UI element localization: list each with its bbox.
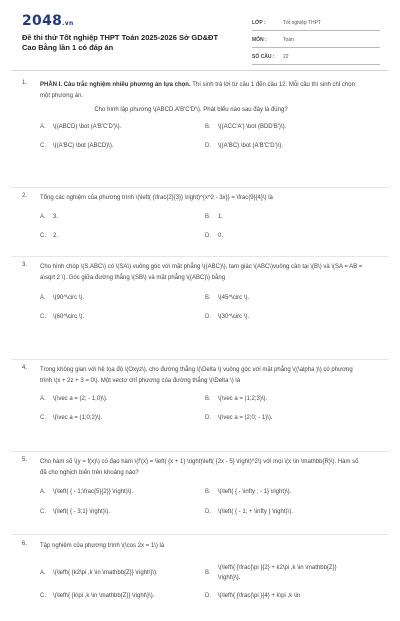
question-6 bbox=[0, 535, 400, 621]
question-list bbox=[0, 80, 400, 621]
info-label: LỚP : bbox=[252, 19, 266, 26]
logo-suffix: .vn bbox=[62, 20, 74, 27]
option-text: \(\left\{ {\frac{\pi }{4} + k\pi ,k \in bbox=[218, 592, 301, 599]
option-a[interactable] bbox=[40, 568, 205, 578]
option-key: C. bbox=[40, 509, 46, 515]
option-key: D. bbox=[205, 314, 211, 320]
option-key: B. bbox=[205, 489, 211, 495]
option-key: B. bbox=[205, 213, 211, 220]
exam-title-line-2: Cao Bằng lần 1 có đáp án bbox=[22, 43, 114, 52]
option-key: D. bbox=[205, 592, 211, 599]
question-number: 4. bbox=[22, 365, 28, 371]
option-row bbox=[40, 141, 370, 151]
option-key: A. bbox=[40, 295, 46, 301]
option-row bbox=[40, 507, 370, 517]
option-text: 0. bbox=[218, 232, 224, 239]
option-key: D. bbox=[205, 232, 211, 239]
option-row bbox=[40, 487, 370, 507]
question-text: Cho hình chóp \(S.ABC\) có \(SA\) vuông góc với mặt phẳng \((ABC)\), tam giác \(ABC\)vuông cân tại \(B\) và \(SA = AB = a\sqrt 2 \). Góc giữa đường thẳng \(SB\) và mặt phẳng \((ABC)\) bằng bbox=[40, 264, 363, 281]
answer-options bbox=[40, 487, 370, 517]
option-text: \((A'BC) \bot (A'B'C'D')\). bbox=[218, 143, 284, 149]
question-4 bbox=[0, 360, 400, 452]
option-a[interactable] bbox=[40, 394, 205, 413]
option-text: \(\left\{ {k2\pi ,k \in \mathbb{Z}} \right\}\). bbox=[53, 569, 158, 576]
option-d[interactable] bbox=[205, 312, 370, 322]
option-row bbox=[40, 559, 370, 587]
option-b[interactable] bbox=[205, 487, 370, 507]
option-d[interactable] bbox=[205, 141, 370, 151]
option-key: C. bbox=[40, 143, 46, 149]
option-key: B. bbox=[205, 569, 211, 576]
question-instruction: Thí sinh trả lời từ câu 1 đến câu 12. Mỗi câu thí sinh chỉ chọn một phương án. bbox=[40, 82, 355, 99]
option-key: C. bbox=[40, 232, 46, 239]
answer-options bbox=[40, 293, 370, 322]
option-key: C. bbox=[40, 314, 46, 320]
option-d[interactable] bbox=[205, 507, 370, 517]
exam-title-line-1: Đề thi thử Tốt nghiệp THPT Toán 2025-2026 Sở GD&ĐT bbox=[22, 33, 219, 42]
question-number: 1. bbox=[22, 80, 28, 86]
option-key: A. bbox=[40, 213, 46, 220]
answer-options bbox=[40, 212, 370, 241]
question-stem: Cho hình lập phương \(ABCD.A'B'C'D'\). Phát biểu nào sau đây là đúng? bbox=[94, 107, 288, 113]
option-key: C. bbox=[40, 592, 46, 599]
option-d[interactable] bbox=[205, 591, 370, 601]
option-key: A. bbox=[40, 396, 46, 402]
option-text: \(90^\circ \). bbox=[53, 295, 85, 301]
header-divider bbox=[12, 70, 388, 71]
option-row bbox=[40, 312, 370, 322]
option-a[interactable] bbox=[40, 122, 205, 141]
option-text: \(\vec a = (1;0;2)\). bbox=[53, 415, 103, 421]
option-row bbox=[40, 122, 370, 141]
option-b[interactable] bbox=[205, 563, 370, 583]
option-c[interactable] bbox=[40, 231, 205, 241]
option-a[interactable] bbox=[40, 487, 205, 507]
option-text: \(\left( { - 3;1} \right)\). bbox=[53, 509, 111, 515]
logo-main: 2048 bbox=[22, 13, 63, 29]
option-key: B. bbox=[205, 396, 211, 402]
info-row-class bbox=[252, 15, 380, 31]
option-row bbox=[40, 394, 370, 413]
question-2 bbox=[0, 188, 400, 257]
option-key: D. bbox=[205, 143, 211, 149]
question-5 bbox=[0, 452, 400, 535]
answer-options bbox=[40, 122, 370, 151]
info-label: SỐ CÂU : bbox=[252, 53, 275, 60]
option-d[interactable] bbox=[205, 413, 370, 423]
question-1 bbox=[0, 80, 400, 188]
site-logo[interactable] bbox=[22, 13, 74, 29]
option-text: \(60^\circ \). bbox=[53, 314, 85, 320]
option-key: B. bbox=[205, 124, 211, 130]
answer-options bbox=[40, 394, 370, 423]
exam-title bbox=[22, 33, 247, 53]
option-key: D. bbox=[205, 509, 211, 515]
option-text: \(\left( { - 1;\frac{5}{2}} \right)\). bbox=[53, 489, 134, 495]
option-c[interactable] bbox=[40, 413, 205, 423]
option-row bbox=[40, 591, 370, 601]
option-b[interactable] bbox=[205, 212, 370, 231]
section-heading: PHẦN I. Câu trắc nghiệm nhiều phương án lựa chọn. bbox=[40, 82, 191, 88]
option-text: 1. bbox=[218, 213, 224, 220]
info-row-count bbox=[252, 49, 380, 65]
option-row bbox=[40, 212, 370, 231]
question-text: Tổng các nghiệm của phương trình \(\left( {\frac{2}{3}} \right)^{x^2 - 3x}} = \frac{9}{4}\) là bbox=[40, 195, 273, 201]
option-b[interactable] bbox=[205, 394, 370, 413]
option-text: 3. bbox=[53, 213, 59, 220]
option-text: \(\vec a = (2;0; - 1)\). bbox=[218, 415, 273, 421]
option-text: \(\left\{ {k\pi ,k \in \mathbb{Z}} \right\}\). bbox=[53, 592, 155, 599]
question-number: 3. bbox=[22, 262, 28, 268]
answer-options bbox=[40, 559, 370, 601]
option-a[interactable] bbox=[40, 293, 205, 312]
option-key: A. bbox=[40, 489, 46, 495]
option-key: B. bbox=[205, 295, 211, 301]
option-text: \(\left( { - \infty ; - 1} \right)\). bbox=[218, 489, 292, 495]
info-label: MÔN : bbox=[252, 36, 267, 43]
option-c[interactable] bbox=[40, 591, 205, 601]
option-text: \(\left\{ {\frac{\pi }{2} + k2\pi ,k \in \mathbb{Z}} \right\}\). bbox=[218, 564, 337, 581]
question-text: Cho hàm số \(y = f(x)\) có đạo hàm \(f'(x) = \left( {x + 1} \right)\left( {2x - 5} \right)^2\) với mọi \(x \in \mathbb{R}\). Hàm số đã cho nghịch biến trên khoảng nào? bbox=[40, 459, 359, 476]
question-text bbox=[40, 80, 365, 101]
option-text: \(\vec a = (1;2;3)\). bbox=[218, 396, 268, 402]
option-c[interactable] bbox=[40, 141, 205, 151]
option-key: A. bbox=[40, 124, 46, 130]
info-value: Toán bbox=[283, 36, 294, 43]
question-number: 2. bbox=[22, 193, 28, 199]
option-b[interactable] bbox=[205, 293, 370, 312]
exam-info-table bbox=[252, 15, 380, 66]
option-text: \((ABCD) \bot (A'B'C'D')\). bbox=[53, 124, 122, 130]
option-text: \((ACC'A') \bot (BDD'B')\). bbox=[218, 124, 287, 130]
info-row-subject bbox=[252, 32, 380, 48]
question-3 bbox=[0, 257, 400, 360]
option-text: \(\vec a = (2; - 1;0)\). bbox=[53, 396, 108, 402]
page-header bbox=[0, 0, 400, 70]
option-text: \(45^\circ \). bbox=[218, 295, 250, 301]
info-value: Tốt nghiệp THPT bbox=[283, 19, 321, 26]
option-text: 2. bbox=[53, 232, 59, 239]
option-text: \(30^\circ \). bbox=[218, 314, 250, 320]
option-row bbox=[40, 413, 370, 423]
option-d[interactable] bbox=[205, 231, 370, 241]
option-b[interactable] bbox=[205, 122, 370, 141]
option-key: D. bbox=[205, 415, 211, 421]
option-row bbox=[40, 293, 370, 312]
option-text: \((A'BC) \bot (ABCD)\). bbox=[53, 143, 114, 149]
question-number: 6. bbox=[22, 541, 28, 547]
option-text: \(\left( { - 1; + \infty } \right)\). bbox=[218, 509, 293, 515]
question-text: Tập nghiệm của phương trình \(\cos 2x = 1\) là bbox=[40, 543, 165, 549]
info-value: 22 bbox=[283, 53, 289, 60]
question-number: 5. bbox=[22, 457, 28, 463]
option-c[interactable] bbox=[40, 507, 205, 517]
option-row bbox=[40, 231, 370, 241]
option-a[interactable] bbox=[40, 212, 205, 231]
question-text: Trong không gian với hệ tọa độ \(Oxyz\), cho đường thẳng \(\Delta \) vuông góc với mặt phẳng \((\alpha )\) có phương trình \(x + 2z + 3 = 0\). Một vectơ chỉ phương của đường thẳng \(\Delta \) là bbox=[40, 367, 353, 384]
option-c[interactable] bbox=[40, 312, 205, 322]
option-key: C. bbox=[40, 415, 46, 421]
option-key: A. bbox=[40, 569, 46, 576]
